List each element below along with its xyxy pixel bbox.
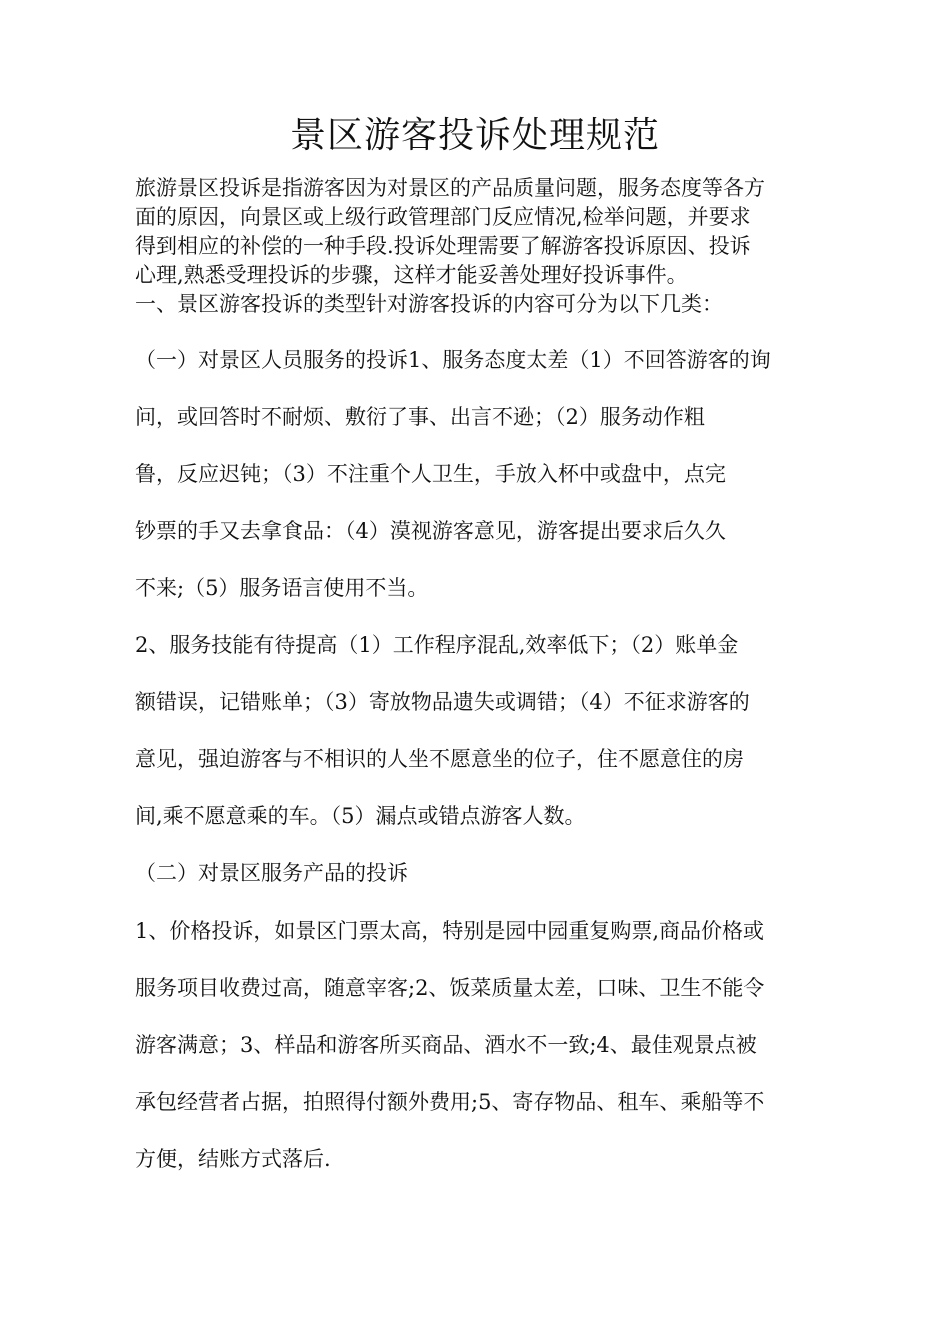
body-line: 钞票的手又去拿食品：（4）漠视游客意见，游客提出要求后久久	[135, 519, 726, 543]
body-line: 意见，强迫游客与不相识的人坐不愿意坐的位子，住不愿意住的房	[135, 747, 744, 771]
body-line: 不来;（5）服务语言使用不当。	[135, 576, 429, 600]
body-line: 面的原因，向景区或上级行政管理部门反应情况,检举问题，并要求	[135, 205, 751, 229]
body-line: 得到相应的补偿的一种手段.投诉处理需要了解游客投诉原因、投诉	[135, 234, 751, 258]
body-line: 旅游景区投诉是指游客因为对景区的产品质量问题，服务态度等各方	[135, 176, 765, 200]
body-line: 游客满意；3、样品和游客所买商品、酒水不一致;4、最佳观景点被	[135, 1033, 757, 1057]
body-line: 1、价格投诉，如景区门票太高，特别是园中园重复购票,商品价格或	[135, 919, 765, 943]
body-line: 2、服务技能有待提高（1）工作程序混乱,效率低下；（2）账单金	[135, 633, 739, 657]
body-line: 心理,熟悉受理投诉的步骤，这样才能妥善处理好投诉事件。	[135, 263, 688, 287]
body-line: 服务项目收费过高，随意宰客;2、饭菜质量太差，口味、卫生不能令	[135, 976, 765, 1000]
body-line: 额错误，记错账单；（3）寄放物品遗失或调错；（4）不征求游客的	[135, 690, 750, 714]
body-line: 鲁，反应迟钝；（3）不注重个人卫生，手放入杯中或盘中，点完	[135, 462, 726, 486]
body-line: （一）对景区人员服务的投诉1、服务态度太差（1）不回答游客的询	[135, 348, 771, 372]
subsection-heading: （二）对景区服务产品的投诉	[135, 861, 408, 885]
body-line: 承包经营者占据，拍照得付额外费用;5、寄存物品、租车、乘船等不	[135, 1090, 765, 1114]
body-line: 问，或回答时不耐烦、敷衍了事、出言不逊；（2）服务动作粗	[135, 405, 705, 429]
section-heading: 一、景区游客投诉的类型针对游客投诉的内容可分为以下几类：	[135, 292, 723, 316]
body-line: 方便，结账方式落后.	[135, 1147, 331, 1171]
document-title: 景区游客投诉处理规范	[289, 115, 660, 156]
body-line: 间,乘不愿意乘的车。（5）漏点或错点游客人数。	[135, 804, 586, 828]
